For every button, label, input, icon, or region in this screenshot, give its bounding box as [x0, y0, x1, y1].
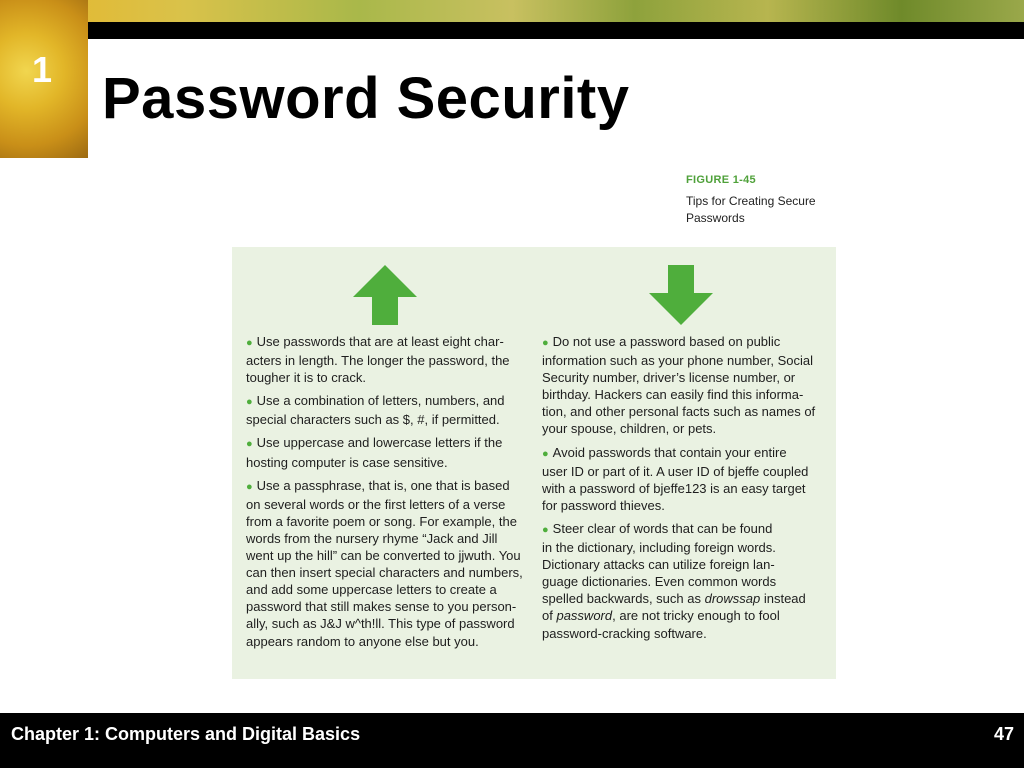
bullet-text-line: guage dictionaries. Even common words [542, 574, 777, 590]
bullet-text-line: Dictionary attacks can utilize foreign lan- [542, 557, 775, 573]
bullet-text-line: Use a passphrase, that is, one that is based [256, 477, 510, 493]
header-decorative-strip [0, 0, 1024, 22]
bullet-dot-icon: ● [542, 523, 549, 536]
bullet-text-line: Use a combination of letters, numbers, and [256, 393, 505, 409]
do-tip-item [246, 434, 536, 470]
arrow-up-icon [353, 265, 417, 325]
bullet-text-line: acters in length. The longer the password, the [246, 353, 510, 369]
do-tip-item [246, 477, 536, 650]
do-tip-item [246, 392, 536, 428]
bullet-text-line: in the dictionary, including foreign words. [542, 540, 776, 556]
page-number: 47 [993, 724, 1014, 744]
bullet-text-line: words from the nursery rhyme “Jack and Jill [246, 530, 498, 546]
bullet-text-line: hosting computer is case sensitive. [246, 454, 448, 470]
bullet-text-line: password-cracking software. [542, 625, 707, 641]
bullet-text-line: from a favorite poem or song. For example, the [246, 513, 517, 529]
do-tips-list [246, 333, 536, 656]
bullet-text-line: on several words or the first letters of a verse [246, 496, 506, 512]
bullet-text-line: for password thieves. [542, 497, 665, 513]
bullet-text-line: Do not use a password based on public [552, 334, 781, 349]
dont-tip-item [542, 444, 832, 514]
slide-title: Password Security [102, 66, 630, 131]
footer-chapter-title: Chapter 1: Computers and Digital Basics [11, 724, 361, 744]
bullet-text-line: special characters such as $, #, if permitted. [246, 412, 500, 428]
bullet-text-line: Use uppercase and lowercase letters if the [256, 435, 503, 451]
dont-tips-list [542, 333, 832, 648]
dont-tip-item [542, 333, 832, 438]
bullet-text-line: user ID or part of it. A user ID of bjeffe coupled [542, 463, 809, 479]
bullet-text-line: Security number, driver’s license number, or [542, 370, 796, 386]
bullet-text-line: and add some uppercase letters to create a [246, 582, 497, 598]
header-black-bar [88, 22, 1024, 39]
bullet-text-line: can then insert special characters and numbers, [246, 565, 523, 581]
chapter-badge [0, 0, 88, 158]
footer-bar [0, 713, 1024, 768]
bullet-dot-icon: ● [246, 396, 253, 409]
tips-panel [232, 247, 836, 679]
bullet-text-line: Avoid passwords that contain your entire [552, 444, 787, 460]
figure-label: FIGURE 1-45 [686, 174, 756, 186]
bullet-text-line: Steer clear of words that can be found [552, 520, 773, 536]
do-tip-item [246, 333, 536, 386]
bullet-text-line: your spouse, children, or pets. [542, 421, 717, 437]
bullet-text-line: spelled backwards, such as drowssap instead [542, 591, 806, 607]
bullet-dot-icon: ● [542, 337, 549, 349]
bullet-text-line: tion, and other personal facts such as names of [542, 404, 816, 420]
bullet-dot-icon: ● [246, 480, 253, 493]
bullet-dot-icon: ● [246, 438, 253, 451]
bullet-text-line: of password, are not tricky enough to fool [542, 608, 780, 624]
dont-tip-item [542, 520, 832, 642]
figure-caption: Tips for Creating Secure Passwords [686, 194, 816, 225]
bullet-dot-icon: ● [246, 337, 253, 349]
bullet-text-line: birthday. Hackers can easily find this informa- [542, 387, 804, 403]
arrow-down-icon [649, 265, 713, 325]
chapter-number: 1 [31, 49, 53, 90]
bullet-text-line: Use passwords that are at least eight char- [256, 334, 504, 349]
bullet-text-line: with a password of bjeffe123 is an easy target [542, 480, 806, 496]
bullet-text-line: tougher it is to crack. [246, 370, 366, 386]
bullet-text-line: information such as your phone number, Social [542, 353, 813, 369]
bullet-text-line: went up the hill” can be converted to jjwuth. You [246, 548, 521, 564]
bullet-dot-icon: ● [542, 447, 549, 460]
bullet-text-line: password that still makes sense to you person- [246, 599, 517, 615]
bullet-text-line: ally, such as J&J w^th!ll. This type of password [246, 616, 515, 632]
bullet-text-line: appears random to anyone else but you. [246, 633, 479, 649]
